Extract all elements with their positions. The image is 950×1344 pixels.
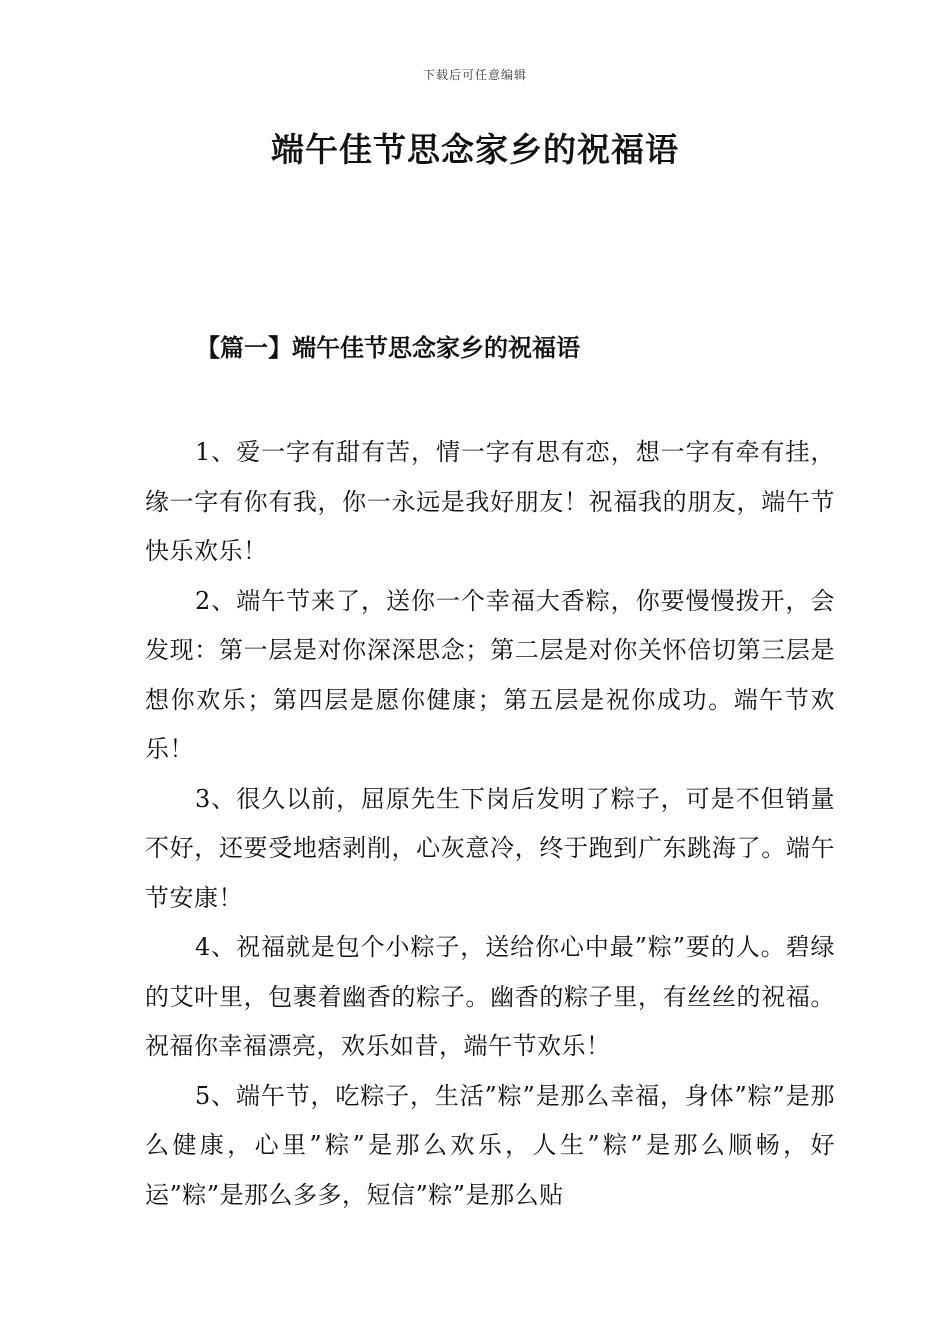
section-heading: 【篇一】端午佳节思念家乡的祝福语 — [196, 333, 580, 362]
paragraph-4: 4、祝福就是包个小粽子，送给你心中最”粽”要的人。碧绿的艾叶里，包裹着幽香的粽子。幽香的粽子里，有丝丝的祝福。祝福你幸福漂亮，欢乐如昔，端午节欢乐！ — [145, 933, 835, 1060]
paragraph-2: 2、端午节来了，送你一个幸福大香粽，你要慢慢拨开，会发现：第一层是对你深深思念；第二层是对你关怀倍切第三层是想你欢乐；第四层是愿你健康；第五层是祝你成功。端午节欢乐！ — [145, 586, 835, 763]
document-title: 端午佳节思念家乡的祝福语 — [271, 130, 679, 169]
body-paragraphs — [145, 428, 835, 1220]
paragraph-5: 5、端午节，吃粽子，生活”粽”是那么幸福，身体”粽”是那么健康，心里”粽”是那么欢乐，人生”粽”是那么顺畅，好运”粽”是那么多多，短信”粽”是那么贴 — [145, 1081, 835, 1209]
paragraph-1: 1、爱一字有甜有苦，情一字有思有恋，想一字有牵有挂，缘一字有你有我，你一永远是我好朋友！祝福我的朋友，端午节快乐欢乐！ — [145, 438, 835, 565]
paragraph-3: 3、很久以前，屈原先生下岗后发明了粽子，可是不但销量不好，还要受地痞剥削，心灰意冷，终于跑到广东跳海了。端午节安康！ — [145, 784, 835, 912]
header-note: 下载后可任意编辑 — [422, 68, 527, 82]
